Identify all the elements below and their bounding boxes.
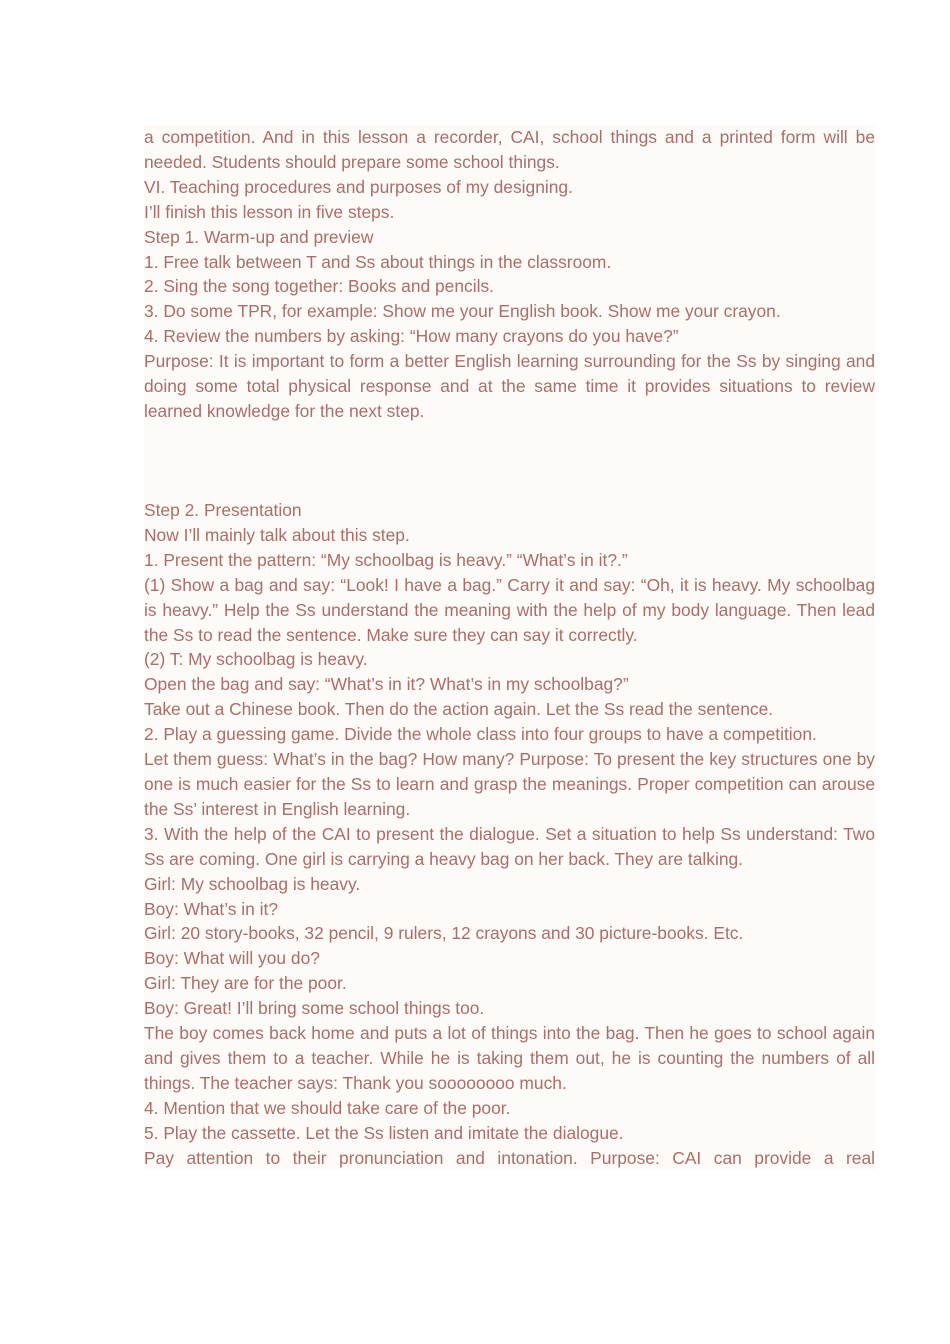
dialogue-line: Girl: My schoolbag is heavy. <box>144 873 361 894</box>
step2-item-1-sub-2: (2) T: My schoolbag is heavy. <box>144 649 368 670</box>
step2-item-4: 4. Mention that we should take care of the poor. <box>144 1097 511 1118</box>
dialogue-line: Boy: What will you do? <box>144 948 320 969</box>
step2-heading: Step 2. Presentation <box>144 500 302 520</box>
blank-gap <box>144 423 875 498</box>
step1-item-1: 1. Free talk between T and Ss about things in the classroom. <box>144 251 612 272</box>
step1-item-3: 3. Do some TPR, for example: Show me your English book. Show me your crayon. <box>144 301 781 322</box>
step2-item-1-sub-2-b: Take out a Chinese book. Then do the action again. Let the Ss read the sentence. <box>144 699 774 720</box>
step2-item-1-sub-1: (1) Show a bag and say: “Look! I have a bag.” Carry it and say: “Oh, it is heavy. My schoolbag is heavy.” Help the Ss understand the meaning with the help of my body language. Then lead the Ss to read the sentence. Make sure they can say it correctly. <box>144 574 875 645</box>
step2-item-3-story: The boy comes back home and puts a lot of things into the bag. Then he goes to school again and gives them to a teacher. While he is taking them out, he is counting the numbers of all things. The teacher says: Thank you soooooooo much. <box>144 1023 875 1093</box>
dialogue-line: Girl: They are for the poor. <box>144 973 347 994</box>
dialogue-line: Girl: 20 story-books, 32 pencil, 9 rulers, 12 crayons and 30 picture-books. Etc. <box>144 923 744 944</box>
step1-item-4: 4. Review the numbers by asking: “How many crayons do you have?” <box>144 326 679 347</box>
five-steps-line: I’ll finish this lesson in five steps. <box>144 201 395 222</box>
step1-item-2: 2. Sing the song together: Books and pencils. <box>144 276 494 297</box>
dialogue-line: Boy: What’s in it? <box>144 898 279 919</box>
step2-item-2: 2. Play a guessing game. Divide the whole class into four groups to have a competition. <box>144 724 817 745</box>
step2-item-1-sub-2-a: Open the bag and say: “What’s in it? What’s in my schoolbag?” <box>144 674 629 695</box>
section-heading-vi: VI. Teaching procedures and purposes of my designing. <box>144 176 573 197</box>
step2-item-2-detail: Let them guess: What’s in the bag? How many? Purpose: To present the key structures one by one is much easier for the Ss to learn and grasp the meanings. Proper competition can arouse the Ss’ interest in English learning. <box>144 749 875 819</box>
step2-intro: Now I’ll mainly talk about this step. <box>144 524 410 545</box>
dialogue-line: Boy: Great! I’ll bring some school things too. <box>144 998 485 1019</box>
step2-item-3: 3. With the help of the CAI to present the dialogue. Set a situation to help Ss understand: Two Ss are coming. One girl is carrying a heavy bag on her back. They are talking. <box>144 823 875 869</box>
step1-purpose-paragraph: Purpose: It is important to form a better English learning surrounding for the Ss by singing and doing some total physical response and at the same time it provides situations to review learned knowledge for the next step. <box>144 351 875 421</box>
text-block-2 <box>144 498 875 1170</box>
step2-item-1: 1. Present the pattern: “My schoolbag is heavy.” “What’s in it?.” <box>144 549 628 570</box>
text-block-1 <box>144 125 875 424</box>
step2-item-5-purpose: Pay attention to their pronunciation and intonation. Purpose: CAI can provide a real <box>144 1147 875 1168</box>
intro-paragraph: a competition. And in this lesson a recorder, CAI, school things and a printed form will be needed. Students should prepare some school things. <box>144 127 875 172</box>
step2-item-5: 5. Play the cassette. Let the Ss listen and imitate the dialogue. <box>144 1122 624 1143</box>
step1-heading: Step 1. Warm-up and preview <box>144 226 374 247</box>
